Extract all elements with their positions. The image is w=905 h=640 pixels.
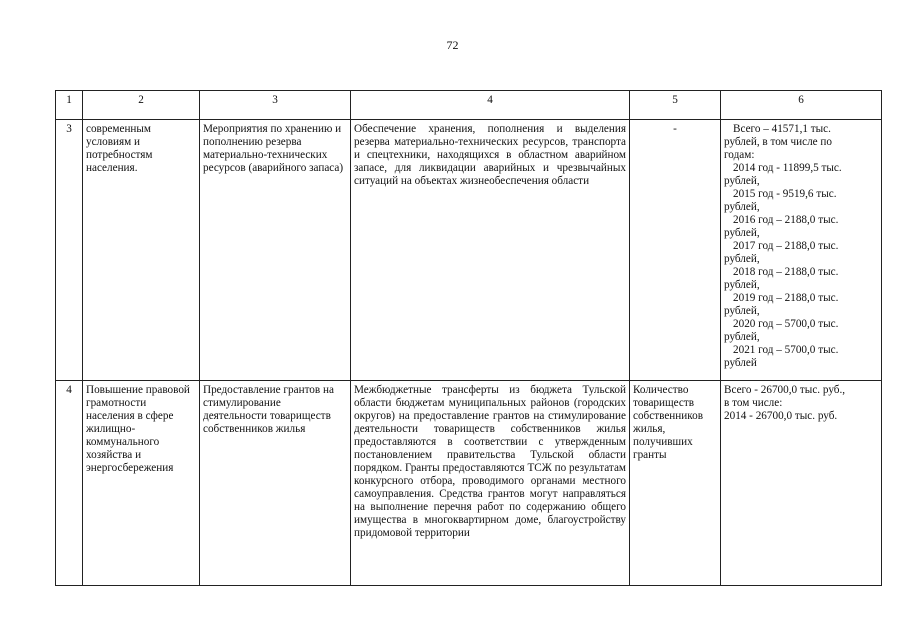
- funding-line: Всего - 26700,0 тыс. руб.,: [724, 384, 846, 396]
- funding-line: рублей,: [724, 279, 760, 291]
- funding-line: рублей,: [724, 175, 760, 187]
- header-cell-3: 3: [200, 91, 351, 120]
- header-cell-2: 2: [83, 91, 200, 120]
- row-number: 3: [56, 120, 83, 381]
- funding-line: 2018 год – 2188,0 тыс.: [733, 266, 839, 278]
- funding-line: рублей: [724, 357, 757, 369]
- header-cell-5: 5: [630, 91, 721, 120]
- event-cell: Предоставление грантов на стимулирование деятельности товариществ собственников жилья: [200, 381, 351, 586]
- header-cell-6: 6: [721, 91, 882, 120]
- funding-line: 2019 год – 2188,0 тыс.: [733, 292, 839, 304]
- header-cell-4: 4: [351, 91, 630, 120]
- funding-line: 2020 год – 5700,0 тыс.: [733, 318, 839, 330]
- program-table: [55, 90, 882, 586]
- funding-line: 2017 год – 2188,0 тыс.: [733, 240, 839, 252]
- funding-line: рублей,: [724, 305, 760, 317]
- description-cell: Обеспечение хранения, пополнения и выделения резерва материально-технических ресурсов, транспорта и спецтехники, находящихся в областном аварийном запасе, для ликвидации аварийных и чрезвычайных ситуаций на объектах жизнеобеспечения области: [351, 120, 630, 381]
- funding-cell: [721, 120, 882, 381]
- funding-line: 2015 год - 9519,6 тыс.: [733, 188, 837, 200]
- funding-line: рублей, в том числе по: [724, 136, 833, 148]
- task-cell: Повышение правовой грамотности населения в сфере жилищно-коммунального хозяйства и энергосбережения: [83, 381, 200, 586]
- funding-line: в том числе:: [724, 397, 783, 409]
- header-row: [56, 91, 882, 120]
- funding-line: рублей,: [724, 253, 760, 265]
- page-number: 72: [446, 38, 459, 52]
- event-cell: Мероприятия по хранению и пополнению резерва материально-технических ресурсов (аварийного запаса): [200, 120, 351, 381]
- funding-line: рублей,: [724, 227, 760, 239]
- funding-line: Всего – 41571,1 тыс.: [733, 123, 831, 135]
- funding-line: годам:: [724, 149, 755, 161]
- row-number: 4: [56, 381, 83, 586]
- funding-line: 2016 год – 2188,0 тыс.: [733, 214, 839, 226]
- funding-line: 2014 - 26700,0 тыс. руб.: [724, 410, 838, 422]
- funding-line: рублей,: [724, 201, 760, 213]
- indicator-cell: -: [630, 120, 721, 381]
- task-cell: современным условиям и потребностям населения.: [83, 120, 200, 381]
- description-cell: Межбюджетные трансферты из бюджета Тульской области бюджетам муниципальных районов (городских округов) на предоставление грантов на стимулирование деятельности товариществ собственников жилья предоставляются в соответствии с утвержденным постановлением правительства Тульской области порядком. Гранты предоставляются ТСЖ по результатам конкурсного отбора, проводимого органами местного самоуправления. Средства грантов могут направляться на выполнение перечня работ по содержанию общего имущества в многоквартирном доме, благоустройству придомовой территории: [351, 381, 630, 586]
- indicator-cell: Количество товариществ собственников жилья, получивших гранты: [630, 381, 721, 586]
- funding-cell: [721, 381, 882, 586]
- funding-line: рублей,: [724, 331, 760, 343]
- funding-line: 2014 год - 11899,5 тыс.: [733, 162, 842, 174]
- table-row: [56, 381, 882, 586]
- header-cell-1: 1: [56, 91, 83, 120]
- funding-line: 2021 год – 5700,0 тыс.: [733, 344, 839, 356]
- table-row: [56, 120, 882, 381]
